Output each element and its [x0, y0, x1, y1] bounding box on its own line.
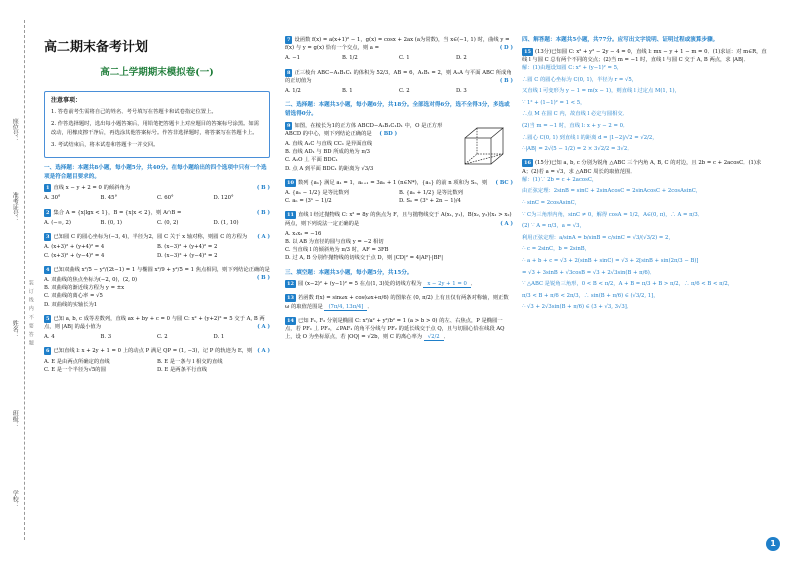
option: B. 45° — [100, 195, 118, 202]
solution-line: 解：(1)由题设知圆 C: x² + (y−1)² = 5， — [522, 65, 623, 72]
question-number: 15 — [524, 48, 531, 55]
question-stem: 直线 l 经过抛物线 C: x² = 8y 的焦点为 F，且与抛物线交于 A(x₁, y₁)，B(x₂, y₂)(x₁ > x₂) 两点，则下列说法一定正确的是 — [285, 212, 512, 227]
option: C. 2 — [157, 334, 168, 341]
column-1 — [44, 36, 270, 380]
question-stem: 已知直线 l: x + 2y + 1 = 0 上的动点 P 满足 QP = (1, −3)，记 P 的轨迹为 E，则 — [53, 348, 253, 355]
option: A. −1 — [285, 55, 301, 62]
answer-mark: ( A ) — [257, 348, 270, 355]
question-number: 9 — [287, 122, 291, 129]
question-stem: 已知 a, b, c 成等差数列，直线 ax + by + c = 0 与圆 C: x² + (y+2)² = 5 交于 A, B 两点，则 |AB| 的最小值为 — [44, 315, 265, 330]
question-list-1 — [44, 184, 270, 374]
binding-dashed-line — [24, 20, 25, 540]
binding-margin — [0, 0, 40, 561]
question-stem: 已知圆 C 的圆心坐标为(−3, 4)，半径为2，圆 C 关于 x 轴对称，则圆 C 的方程为 — [53, 234, 248, 241]
exam-subtitle: 高二上学期期末模拟卷(一) — [100, 67, 214, 79]
answer-mark: ( A ) — [500, 220, 513, 227]
option: C. 1 — [399, 55, 410, 62]
question-11 — [285, 211, 513, 262]
option: B. 1/2 — [342, 55, 358, 62]
option: D. 过 A, B 分别作抛物线的切线交于点 D，则 |CD|² = 4|AF|·|BF| — [285, 255, 444, 262]
question-16 — [522, 159, 770, 311]
section-heading-1: 一、选择题：本题共8小题，每小题5分，共40分。在每小题给出的四个选项中只有一个选项是符合题目要求的。 — [44, 164, 267, 180]
answer-mark: ( B ) — [499, 77, 513, 84]
question-number: 7 — [287, 37, 291, 43]
question-number: 8 — [287, 69, 291, 76]
question-4 — [44, 266, 270, 309]
section-heading-4: 四、解答题：本题共5小题，共77分。应写出文字说明、证明过程或演算步骤。 — [522, 37, 719, 43]
question-9 — [285, 122, 513, 173]
solution-line: π/3 < B + π/6 < 2π/3，∴ sin(B + π/6) ∈ (√3/2, 1]， — [522, 292, 659, 299]
option: B. 以 AB 为直径的圆与直线 y = −2 相切 — [285, 238, 384, 245]
class-label: 班级： — [11, 410, 19, 428]
question-stem: 数列 {aₙ} 满足 a₁ = 1，aₙ₊₁ = 3aₙ + 1 (n∈N*)，{aₙ} 的前 n 项和为 Sₙ，则 — [297, 179, 488, 186]
solution-line: ∴点 M 在圆 C 内，故直线 l 必定与圆相交． — [522, 111, 629, 118]
question-1 — [44, 184, 270, 202]
question-14 — [285, 317, 513, 342]
option: D. 3 — [456, 88, 467, 95]
exam-id-label: 准考证号： — [11, 192, 19, 222]
option: C. 2 — [399, 88, 410, 95]
option: B. E 是一条与 l 相交的直线 — [157, 358, 223, 365]
solution-line: 利用正弦定理：a/sinA = b/sinB = c/sinC = √3/(√3/2) = 2， — [522, 234, 674, 241]
answer-mark: ( B ) — [256, 209, 270, 216]
option: C. (0, 2) — [157, 219, 179, 226]
solution-line: 又直线 l 可变形为 y − 1 = m(x − 1)，则直线 l 过定点 M(1, 1)， — [522, 88, 680, 95]
option: B. {aₙ + 1/2} 是等比数列 — [399, 189, 463, 196]
seat-number-label: 座位号： — [11, 118, 19, 142]
question-number: 6 — [46, 348, 50, 355]
option: C. A₁O 丄 平面 BDC₁ — [285, 157, 338, 164]
solution-line: ∴圆 C 的圆心坐标为 C(0, 1)，半径为 r = √5， — [522, 76, 638, 83]
solution-line: ∴ c = 2sinC，b = 2sinB， — [522, 246, 590, 253]
question-stem: (13分)已知圆 C: x² + y² − 2y − 4 = 0，直线 l: mx − y + 1 − m = 0．(1)求证：对 m∈R，直线 l 与圆 C 总有两个不同的交点；(2)当 m = −1 时，直线 l 与圆 C 交于 A, B 两点，求 |AB|． — [522, 48, 767, 63]
option: A. 30° — [44, 195, 61, 202]
punctuation: ． — [470, 281, 477, 288]
question-number: 13 — [287, 295, 294, 302]
question-15 — [522, 48, 770, 154]
note-item: 2. 作答选择题时，选出每小题答案后，用铅笔把答题卡上对应题目的答案标号涂黑。如需改动，用橡皮擦干净后，再选涂其他答案标号。作答非选择题时，将答案写在答题卡上。 — [51, 121, 260, 136]
option: A. 1/2 — [285, 88, 301, 95]
fill-answer: x − 2y + 1 = 0 — [423, 281, 471, 288]
option: A. x₁x₂ = −16 — [285, 230, 322, 237]
answer-mark: ( BD ) — [379, 130, 398, 137]
option: A. 直线 A₁C 与直线 CC₁ 是异面直线 — [285, 140, 373, 147]
page-title: 高二期末备考计划 — [44, 40, 149, 55]
solution-line: (2)当 m = −1 时，直线 l: x + y − 2 = 0． — [522, 123, 629, 130]
option: A. 双曲线的焦点坐标为(−2, 0)，(2, 0) — [44, 276, 138, 283]
question-10 — [285, 179, 513, 206]
note-item: 1. 答卷前考生需将自己的姓名、考号填写在答题卡和试卷指定位置上。 — [51, 109, 217, 116]
solution-16 — [522, 176, 770, 312]
question-7 — [285, 36, 513, 63]
question-stem: 直线 x − y + 2 = 0 的倾斜角为 — [53, 185, 131, 192]
question-stem: (15分)已知 a, b, c 分别为锐角 △ABC 三个内角 A, B, C 的对边，且 2b = c + 2acosC．(1)求 A；(2)若 a = √3，求 △ABC 周长的取值范围． — [522, 160, 762, 175]
option: A. {aₙ − 1/2} 是等比数列 — [285, 189, 349, 196]
school-label: 学校： — [11, 490, 19, 508]
solution-line: ∵ 1² + (1−1)² = 1 < 5， — [522, 99, 586, 106]
question-8 — [285, 69, 513, 96]
question-5 — [44, 315, 270, 342]
solution-line: ∵ C为三角形内角，sinC ≠ 0，解得 cosA = 1/2，A∈(0, π)，∴ A = π/3． — [522, 211, 704, 218]
question-stem: 圆 (x−2)² + (y−1)² = 5 在点(1, 3)处的切线方程为 — [297, 281, 422, 288]
notes-heading: 注意事项： — [51, 96, 82, 104]
option: C. aₙ = (3ⁿ − 1)/2 — [285, 198, 332, 205]
option: D. 1 — [213, 334, 225, 341]
option: D. 双曲线的实轴长为1 — [44, 301, 98, 308]
option: D. 点 A 到平面 BDC₁ 的距离为 √3/3 — [285, 165, 374, 172]
punctuation: ． — [443, 334, 449, 341]
question-number: 4 — [46, 266, 50, 273]
option: D. (x−3)² + (y−4)² = 2 — [157, 252, 218, 259]
solution-line: 由正弦定理：2sinB = sinC + 2sinAcosC = 2sinAcosC + 2cosAsinC， — [522, 188, 702, 195]
answer-mark: ( B ) — [256, 274, 270, 281]
option: C. 60° — [157, 195, 174, 202]
question-stem: 已知双曲线 x²/5 − y²/(2t−1) = 1 与椭圆 x²/9 + y²/5 = 1 焦点相同，则下列结论正确的是 — [53, 266, 270, 273]
solution-line: ∴ √3 + 2√3sin(B + π/6) ∈ (3 + √3, 3√3]． — [522, 304, 633, 311]
question-13 — [285, 294, 513, 310]
section-heading-2: 二、选择题：本题共3小题，每小题6分，共18分。全部选对得6分，选不全得3分，多选或错选得0分。 — [285, 102, 510, 117]
question-number: 14 — [287, 317, 294, 324]
fill-answer: √2/2 — [424, 334, 444, 341]
option: D. (1, 10) — [213, 219, 239, 226]
option: D. E 是两条平行直线 — [157, 366, 208, 373]
solution-line: (2) ∵ A = π/3，a = √3， — [522, 223, 585, 230]
solution-15 — [522, 64, 770, 153]
answer-mark: ( BC ) — [495, 179, 513, 186]
question-number: 10 — [287, 179, 294, 186]
option: D. Sₙ = (3ⁿ + 2n − 1)/4 — [399, 198, 461, 205]
question-number: 1 — [46, 185, 50, 192]
option: C. (x+3)² + (y−4)² = 4 — [44, 252, 105, 259]
question-3 — [44, 233, 270, 260]
option: B. (x−3)² + (y+4)² = 2 — [157, 244, 218, 251]
name-label: 姓名： — [11, 320, 19, 338]
solution-line: ∴ a + b + c = √3 + 2(sinB + sinC) = √3 + 2[sinB + sin(2π/3 − B)] — [522, 257, 699, 264]
option: B. (0, 1) — [100, 219, 123, 226]
option: B. 1 — [342, 88, 353, 95]
option: D. 2 — [456, 55, 467, 62]
question-number: 12 — [287, 281, 294, 288]
option: B. 双曲线的渐近线方程为 y = ±x — [44, 285, 125, 292]
option: B. 3 — [100, 334, 112, 341]
question-number: 3 — [46, 234, 50, 241]
option: C. 当直线 l 的倾斜角为 π/3 时，AF = 3FB — [285, 247, 389, 254]
option: A. (x+3)² + (y+4)² = 4 — [44, 244, 105, 251]
option: A. 4 — [44, 334, 55, 341]
solution-line: ∴圆心 C(0, 1) 到直线 l 的距离 d = |1−2|/√2 = √2/2， — [522, 134, 658, 141]
question-number: 5 — [46, 315, 50, 322]
notes-box — [44, 91, 270, 158]
question-2 — [44, 209, 270, 227]
answer-mark: ( A ) — [257, 323, 270, 330]
question-number: 11 — [287, 212, 294, 219]
answer-mark: ( A ) — [257, 234, 270, 241]
question-stem: 集合 A = {x|lgx < 1}，B = {x|x < 2}，则 A∩B = — [53, 209, 182, 216]
fill-answer: (7π/4, 13π/4] — [324, 304, 367, 311]
option: A. (−∞, 2) — [44, 219, 71, 226]
question-stem: 若函数 f(x) = sinωx + cos(ωx+π/6) 的图象在 (0, π/2) 上有且仅有两条对称轴，则正数 ω 的取值范围是 — [285, 295, 509, 310]
solution-line: 解：(1)∵ 2b = c + 2acosC， — [522, 176, 598, 183]
note-item: 3. 考试结束后，将本试卷和答题卡一并交回。 — [51, 141, 159, 148]
section-heading-3: 三、填空题：本题共3小题，每小题5分，共15分。 — [285, 269, 413, 276]
answer-mark: ( D ) — [499, 45, 513, 52]
punctuation: ． — [367, 303, 373, 310]
question-stem: 正三棱台 ABC−A₁B₁C₁ 的体积为 52/3，AB = 6，A₁B₁ = 2，则 A₁A 与平面 ABC 所成角的正切值为 — [285, 69, 512, 84]
question-stem: 设函数 f(x) = a(x+1)² − 1，g(x) = cosx + 2ax (a为常数)，当 x∈(−1, 1) 时，曲线 y = f(x) 与 y = g(x) 恰有一个交点，则 a = — [285, 37, 510, 52]
option: C. E 是一个半径为√5的圆 — [44, 366, 106, 373]
question-6 — [44, 347, 270, 374]
question-stem: 如图，在棱长为1的正方体 ABCD−A₁B₁C₁D₁ 中，O 是正方形 ABCD 的中心，则下列结论正确的是 — [285, 122, 443, 137]
question-12 — [285, 280, 513, 288]
option: B. 直线 AD₁ 与 BD 所成的角为 π/3 — [285, 149, 371, 156]
solution-line: ∴ sinC = 2cosAsinC， — [522, 200, 580, 207]
option: D. 120° — [213, 195, 234, 202]
solution-line: ∵ △ABC 是锐角三角形，0 < B < π/2，A + B = π/3 + B > π/2，∴ π/6 < B < π/2， — [522, 281, 734, 288]
solution-line: = √3 + 3sinB + √3cosB = √3 + 2√3sin(B + π/6)． — [522, 269, 656, 276]
binding-note: 装 订 线 内 不 要 答 题 — [27, 280, 34, 347]
option: A. E 是由两点所确定的直线 — [44, 358, 110, 365]
page-number-badge: 1 — [766, 537, 780, 551]
column-2 — [285, 36, 513, 347]
option: C. 双曲线的离心率 = √5 — [44, 293, 103, 300]
question-number: 16 — [524, 160, 531, 167]
question-number: 2 — [46, 209, 50, 216]
column-3 — [522, 36, 770, 318]
solution-line: ∴|AB| = 2√(5 − 1/2) = 2 × 3√2/2 = 3√2． — [522, 146, 633, 153]
question-stem: 已知 F₁, F₂ 分别是椭圆 C: x²/a² + y²/b² = 1 (a > b > 0) 的左、右焦点，P 是椭圆一点，若 PF₁ 丄 PF₂，∠PAF₁ 的角平分线与 PF₂ 的延长线交于点 Q，且与切圆心恰在线段 AQ 上，设 O 为坐标原点，若 |OQ| = √2b，则 C 的离心率为 — [285, 317, 505, 341]
cube-figure — [461, 124, 507, 166]
answer-mark: ( B ) — [256, 185, 270, 192]
